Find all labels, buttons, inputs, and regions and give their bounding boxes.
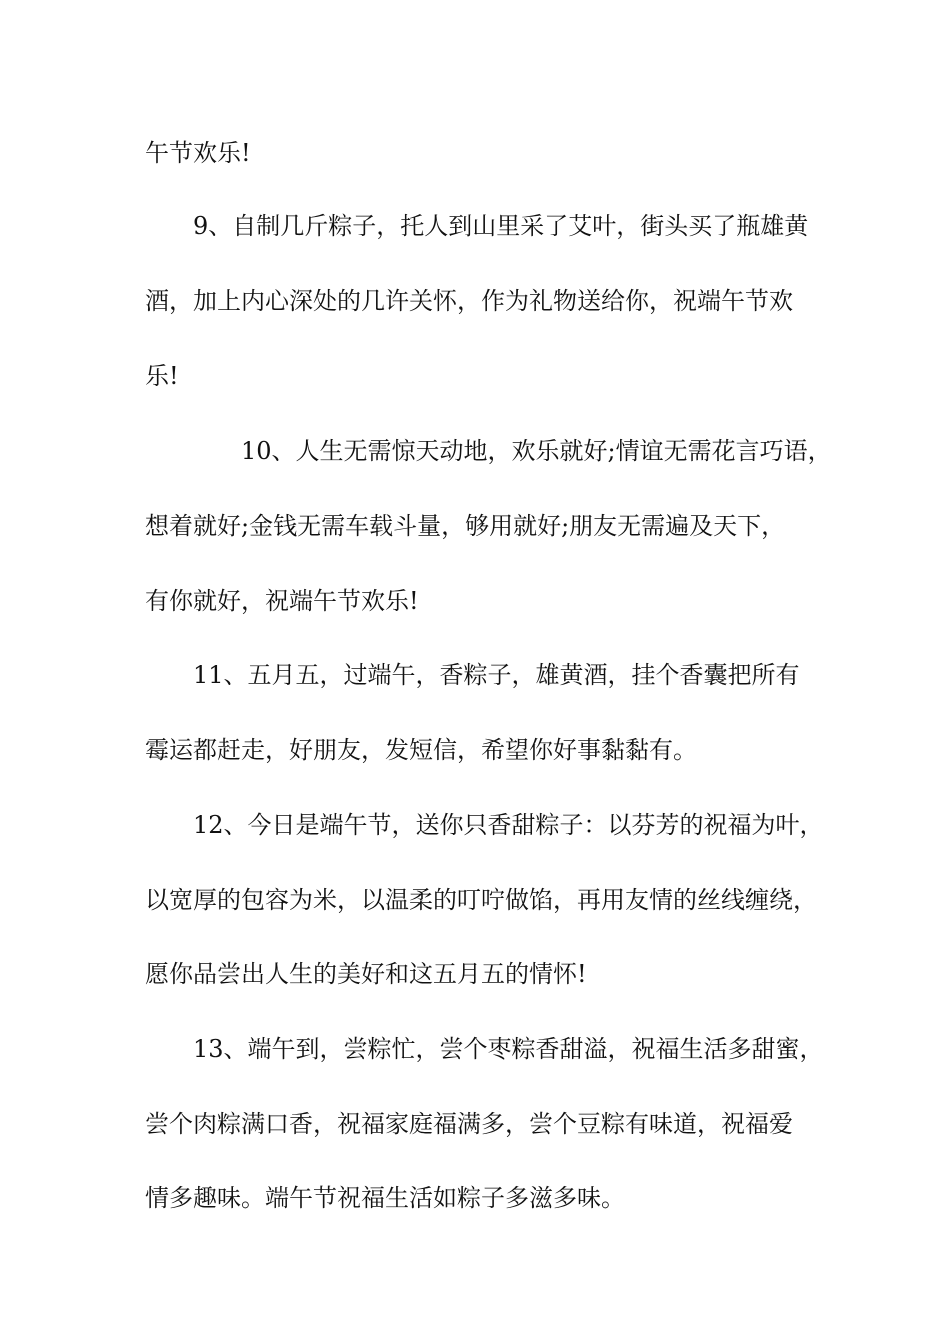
text-line: 想着就好;金钱无需车载斗量，够用就好;朋友无需遍及天下，: [145, 512, 786, 540]
text-line: 尝个肉粽满口香，祝福家庭福满多，尝个豆粽有味道，祝福爱: [145, 1110, 793, 1138]
text-line: 有你就好，祝端午节欢乐!: [145, 587, 419, 615]
text-line-item-9: 9、自制几斤粽子，托人到山里采了艾叶，街头买了瓶雄黄: [193, 212, 809, 240]
text-line: 霉运都赶走，好朋友，发短信，希望你好事黏黏有。: [145, 736, 697, 764]
text-line-item-12: 12、今日是端午节，送你只香甜粽子：以芬芳的祝福为叶，: [193, 811, 824, 839]
text-line-item-10: 10、人生无需惊天动地，欢乐就好;情谊无需花言巧语，: [241, 437, 832, 465]
text-line: 愿你品尝出人生的美好和这五月五的情怀!: [145, 960, 587, 988]
text-line: 以宽厚的包容为米，以温柔的叮咛做馅，再用友情的丝线缠绕，: [145, 886, 817, 914]
text-line: 午节欢乐!: [145, 139, 251, 167]
text-line: 情多趣味。端午节祝福生活如粽子多滋多味。: [145, 1184, 625, 1212]
text-line-item-13: 13、端午到，尝粽忙，尝个枣粽香甜溢，祝福生活多甜蜜，: [193, 1035, 824, 1063]
text-line-item-11: 11、五月五，过端午，香粽子，雄黄酒，挂个香囊把所有: [193, 661, 800, 689]
text-line: 酒，加上内心深处的几许关怀，作为礼物送给你，祝端午节欢: [145, 287, 793, 315]
text-line: 乐!: [145, 362, 179, 390]
